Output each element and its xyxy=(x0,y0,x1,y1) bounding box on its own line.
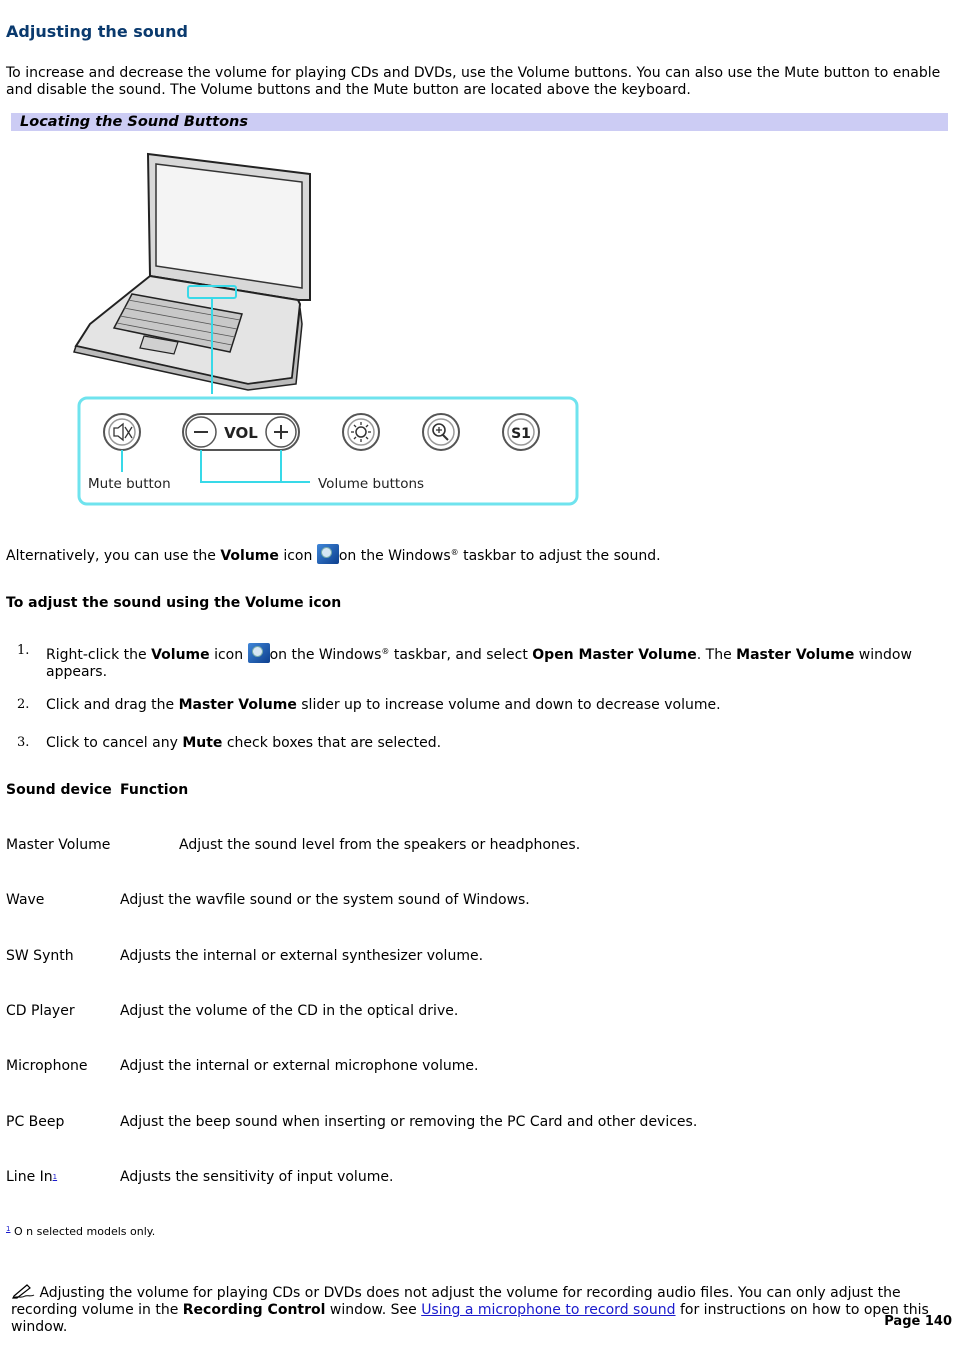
mute-button-label: Mute button xyxy=(88,476,171,492)
volume-icon xyxy=(248,643,270,663)
brightness-button-illustration xyxy=(343,414,379,450)
table-cell-device: CD Player xyxy=(6,1003,75,1019)
s1-text: S1 xyxy=(511,426,531,442)
table-cell-function: Adjust the sound level from the speakers or headphones. xyxy=(179,837,581,853)
table-cell-function: Adjust the wavfile sound or the system sound of Windows. xyxy=(120,892,530,908)
section-band xyxy=(11,113,948,131)
volume-buttons-illustration xyxy=(183,414,299,450)
section-band-label: Locating the Sound Buttons xyxy=(20,114,248,130)
note-paragraph: Adjusting the volume for playing CDs or DVDs does not adjust the volume for recording audio files. You can only adjust the recording volume in the Recording Control window. See Using a microphone to record sound for instructions on how to open this window. xyxy=(11,1285,929,1335)
footnote: $^1$ O n selected models only. xyxy=(6,1225,156,1238)
table-cell-device: PC Beep xyxy=(6,1114,65,1130)
procedure-heading: To adjust the sound using the Volume icon xyxy=(6,595,342,611)
sound-buttons-figure xyxy=(70,148,582,510)
s1-button-illustration xyxy=(503,414,539,450)
table-cell-device: Microphone xyxy=(6,1058,88,1074)
note-pencil-icon xyxy=(11,1283,35,1299)
step-number: 3. xyxy=(17,735,30,750)
step-number: 1. xyxy=(17,643,30,658)
table-cell-device: Wave xyxy=(6,892,45,908)
vol-text: VOL xyxy=(224,424,258,442)
table-cell-function: Adjust the internal or external microphone volume. xyxy=(120,1058,479,1074)
volume-icon xyxy=(317,544,339,564)
step-2: Click and drag the Master Volume slider up to increase volume and down to decrease volume. xyxy=(46,697,721,713)
table-cell-function: Adjusts the internal or external synthesizer volume. xyxy=(120,948,484,964)
intro-paragraph: To increase and decrease the volume for playing CDs and DVDs, use the Volume buttons. You can also use the Mute button to enable and disable the sound. The Volume buttons and the Mute button are located above the keyboard. xyxy=(6,65,941,98)
footnote-mark[interactable]: 1 xyxy=(6,1225,11,1233)
table-cell-device: SW Synth xyxy=(6,948,74,964)
volume-buttons-label: Volume buttons xyxy=(318,476,425,492)
step-1: Right-click the Volume icon on the Windows® taskbar, and select Open Master Volume. The Master Volume window appears. xyxy=(46,643,926,681)
alternative-paragraph: Alternatively, you can use the Volume icon on the Windows® taskbar to adjust the sound. xyxy=(6,544,950,565)
footnote-link[interactable]: 1 xyxy=(52,1173,58,1181)
table-cell-device: Master Volume xyxy=(6,837,111,853)
laptop-illustration xyxy=(74,154,310,394)
table-cell-device: Line In$^1$ xyxy=(6,1169,58,1185)
page-title: Adjusting the sound xyxy=(6,22,188,41)
step-number: 2. xyxy=(17,697,30,712)
page-number: Page 140 xyxy=(884,1314,952,1329)
microphone-record-link[interactable]: Using a microphone to record sound xyxy=(421,1302,676,1318)
table-cell-function: Adjusts the sensitivity of input volume. xyxy=(120,1169,394,1185)
mute-button-illustration xyxy=(104,414,140,450)
table-header-device: Sound device xyxy=(6,782,112,798)
zoom-button-illustration xyxy=(423,414,459,450)
table-header-function: Function xyxy=(120,782,189,798)
step-3: Click to cancel any Mute check boxes that are selected. xyxy=(46,735,442,751)
table-cell-function: Adjust the beep sound when inserting or removing the PC Card and other devices. xyxy=(120,1114,698,1130)
table-cell-function: Adjust the volume of the CD in the optical drive. xyxy=(120,1003,459,1019)
